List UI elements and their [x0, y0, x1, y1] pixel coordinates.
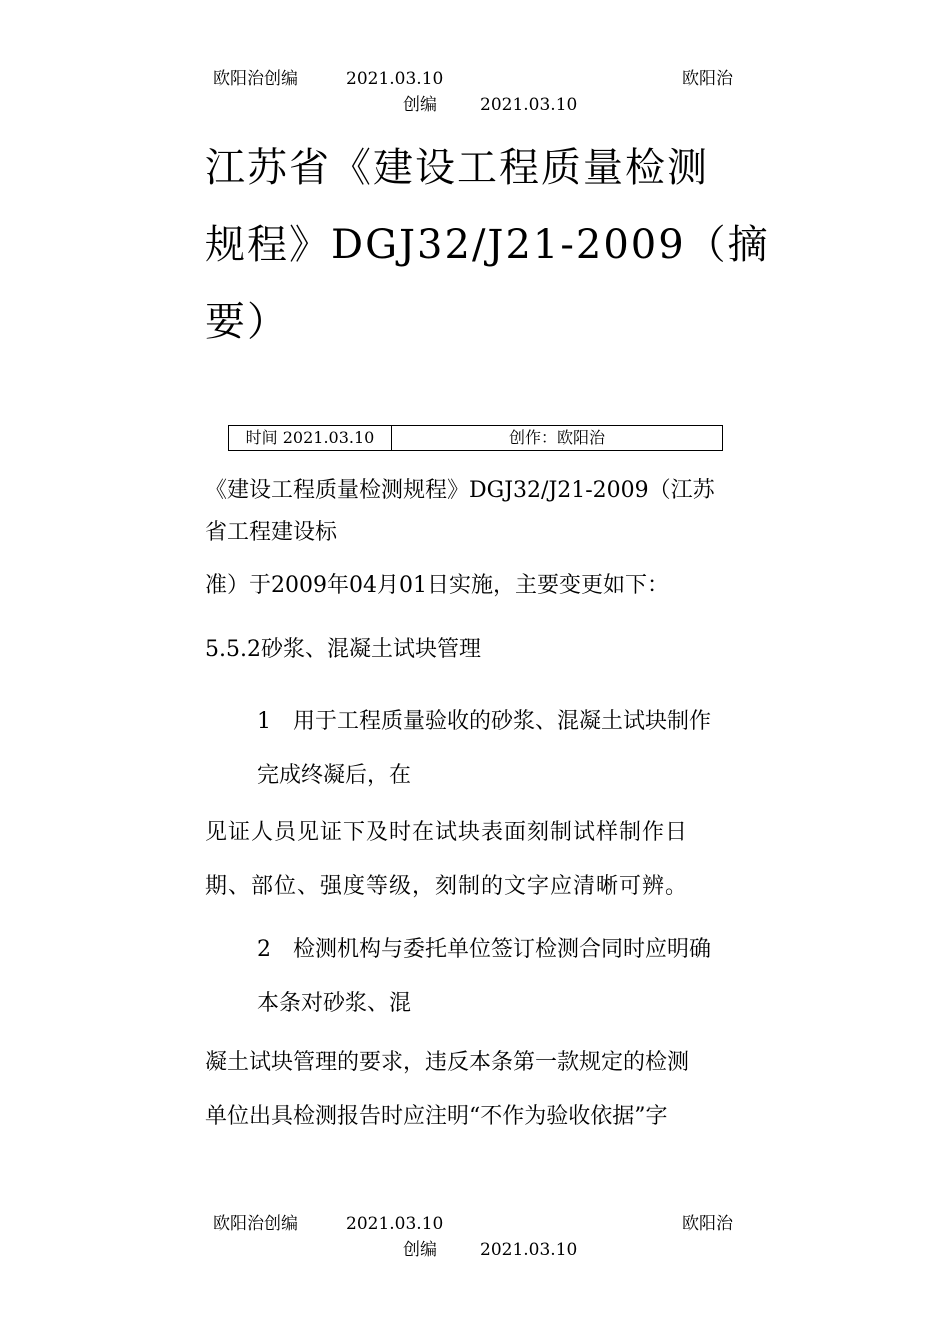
paragraph-intro-line-2: 省工程建设标 — [205, 520, 338, 545]
header-date: 2021.03.10 — [346, 69, 444, 89]
paragraph-intro-line-1: 《建设工程质量检测规程》DGJ32/J21-2009（江苏 — [205, 478, 715, 503]
clause-2-continued-line-2: 单位出具检测报告时应注明“不作为验收依据”字 — [205, 1104, 668, 1129]
clause-1-continued-line-2: 期、部位、强度等级，刻制的文字应清晰可辨。 — [205, 874, 689, 899]
header-line2-label: 创编 — [403, 95, 437, 115]
clause-2-continued — [205, 1036, 750, 1144]
meta-author-cell: 创作：欧阳治 — [508, 428, 605, 447]
clause-1-continued — [205, 806, 750, 914]
section-heading: 5.5.2砂浆、混凝土试块管理 — [205, 637, 481, 662]
title-line-3: 要） — [205, 299, 289, 345]
clause-1-line-1: 1 用于工程质量验收的砂浆、混凝土试块制作 — [257, 709, 711, 734]
title-line-2: 规程》DGJ32/J21-2009（摘 — [205, 222, 770, 268]
clause-2-line-2: 本条对砂浆、混 — [257, 991, 412, 1016]
clause-1-line-2: 完成终凝后，在 — [257, 763, 412, 788]
clause-1-continued-line-1: 见证人员见证下及时在试块表面刻制试样制作日 — [205, 820, 689, 845]
header-author-label: 欧阳治创编 — [213, 69, 298, 89]
footer-line2-date: 2021.03.10 — [480, 1240, 578, 1260]
footer-date: 2021.03.10 — [346, 1214, 444, 1234]
clause-2-line-1: 2 检测机构与委托单位签订检测合同时应明确 — [257, 937, 711, 962]
header-line2-date: 2021.03.10 — [480, 95, 578, 115]
document-title — [205, 130, 770, 361]
footer-author-label: 欧阳治创编 — [213, 1214, 298, 1234]
clause-1 — [257, 695, 752, 803]
footer-author-right: 欧阳治 — [682, 1214, 733, 1234]
footer-line2-label: 创编 — [403, 1240, 437, 1260]
paragraph-intro — [205, 470, 750, 554]
meta-table — [228, 425, 723, 451]
title-line-1: 江苏省《建设工程质量检测 — [205, 145, 709, 191]
header-author-right: 欧阳治 — [682, 69, 733, 89]
clause-2 — [257, 923, 752, 1031]
meta-time-cell: 时间 2021.03.10 — [229, 426, 392, 450]
clause-2-continued-line-1: 凝土试块管理的要求，违反本条第一款规定的检测 — [205, 1050, 690, 1075]
paragraph-effective-date: 准）于2009年04月01日实施，主要变更如下： — [205, 573, 669, 598]
